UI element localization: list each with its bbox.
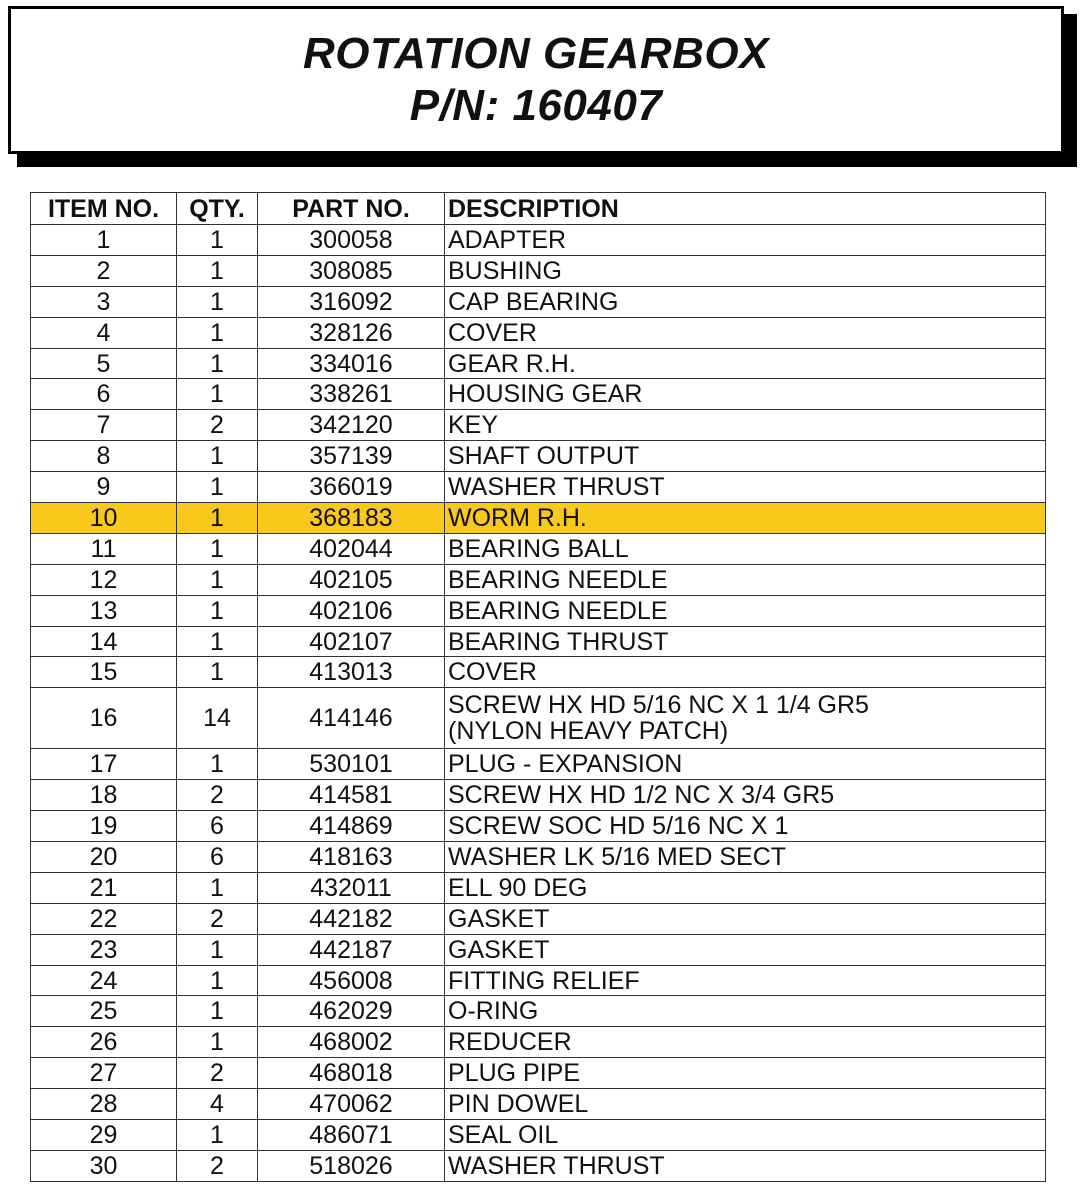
cell-item-no: 17 <box>31 749 177 780</box>
cell-description <box>445 286 1046 317</box>
table-row <box>31 965 1046 996</box>
cell-part-no: 338261 <box>258 379 445 410</box>
description-line: BEARING NEEDLE <box>448 565 668 594</box>
description-line: BUSHING <box>448 256 562 285</box>
header-item-no: ITEM NO. <box>31 193 177 225</box>
cell-description <box>445 255 1046 286</box>
cell-qty: 1 <box>177 934 258 965</box>
description-line: (NYLON HEAVY PATCH) <box>448 717 729 746</box>
cell-part-no: 456008 <box>258 965 445 996</box>
description-line: COVER <box>448 318 537 347</box>
cell-part-no: 462029 <box>258 996 445 1027</box>
cell-part-no: 442182 <box>258 903 445 934</box>
cell-item-no: 2 <box>31 255 177 286</box>
table-row <box>31 1120 1046 1151</box>
table-row <box>31 317 1046 348</box>
cell-qty: 2 <box>177 903 258 934</box>
cell-description <box>445 225 1046 256</box>
description-line: WASHER THRUST <box>448 473 665 502</box>
cell-part-no: 413013 <box>258 657 445 688</box>
table-row <box>31 811 1046 842</box>
cell-item-no: 16 <box>31 688 177 749</box>
cell-part-no: 402044 <box>258 533 445 564</box>
cell-description <box>445 379 1046 410</box>
cell-qty: 1 <box>177 564 258 595</box>
cell-description <box>445 1120 1046 1151</box>
cell-qty: 1 <box>177 626 258 657</box>
description-line: REDUCER <box>448 1028 572 1057</box>
cell-description <box>445 934 1046 965</box>
cell-item-no: 7 <box>31 410 177 441</box>
description-line: HOUSING GEAR <box>448 380 643 409</box>
table-row <box>31 441 1046 472</box>
cell-qty: 2 <box>177 410 258 441</box>
cell-qty: 1 <box>177 533 258 564</box>
description-line: GASKET <box>448 904 550 933</box>
cell-description <box>445 1089 1046 1120</box>
cell-description <box>445 441 1046 472</box>
cell-item-no: 23 <box>31 934 177 965</box>
description-line: GEAR R.H. <box>448 349 576 378</box>
cell-qty: 1 <box>177 1120 258 1151</box>
table-row <box>31 657 1046 688</box>
description-line: CAP BEARING <box>448 287 619 316</box>
cell-item-no: 29 <box>31 1120 177 1151</box>
cell-item-no: 6 <box>31 379 177 410</box>
cell-description <box>445 348 1046 379</box>
cell-description <box>445 842 1046 873</box>
table-row <box>31 780 1046 811</box>
cell-item-no: 26 <box>31 1027 177 1058</box>
cell-part-no: 418163 <box>258 842 445 873</box>
description-line: KEY <box>448 411 499 440</box>
cell-item-no: 10 <box>31 503 177 534</box>
cell-qty: 1 <box>177 996 258 1027</box>
cell-item-no: 14 <box>31 626 177 657</box>
table-row <box>31 842 1046 873</box>
cell-part-no: 402107 <box>258 626 445 657</box>
cell-item-no: 21 <box>31 872 177 903</box>
cell-item-no: 25 <box>31 996 177 1027</box>
table-row <box>31 903 1046 934</box>
cell-item-no: 11 <box>31 533 177 564</box>
cell-qty: 1 <box>177 317 258 348</box>
table-row <box>31 472 1046 503</box>
description-line: SCREW SOC HD 5/16 NC X 1 <box>448 812 789 841</box>
cell-part-no: 300058 <box>258 225 445 256</box>
cell-qty: 1 <box>177 1027 258 1058</box>
table-row <box>31 749 1046 780</box>
description-line: SCREW HX HD 1/2 NC X 3/4 GR5 <box>448 781 835 810</box>
description-line: BEARING BALL <box>448 534 629 563</box>
cell-item-no: 12 <box>31 564 177 595</box>
cell-qty: 1 <box>177 255 258 286</box>
cell-qty: 1 <box>177 441 258 472</box>
table-row <box>31 872 1046 903</box>
description-line: SEAL OIL <box>448 1120 559 1149</box>
table-row <box>31 688 1046 749</box>
table-row <box>31 1027 1046 1058</box>
cell-qty: 1 <box>177 472 258 503</box>
table-row <box>31 348 1046 379</box>
cell-part-no: 342120 <box>258 410 445 441</box>
cell-qty: 1 <box>177 657 258 688</box>
cell-description <box>445 595 1046 626</box>
cell-part-no: 432011 <box>258 872 445 903</box>
cell-qty: 1 <box>177 503 258 534</box>
table-row-highlighted <box>31 503 1046 534</box>
cell-part-no: 442187 <box>258 934 445 965</box>
cell-description <box>445 749 1046 780</box>
cell-item-no: 1 <box>31 225 177 256</box>
description-line: PIN DOWEL <box>448 1090 589 1119</box>
cell-description <box>445 872 1046 903</box>
description-line: WASHER THRUST <box>448 1151 665 1180</box>
description-line: ADAPTER <box>448 225 567 254</box>
cell-description <box>445 1027 1046 1058</box>
cell-part-no: 414869 <box>258 811 445 842</box>
cell-description <box>445 1150 1046 1181</box>
description-line: O-RING <box>448 997 539 1026</box>
cell-description <box>445 688 1046 749</box>
cell-description <box>445 564 1046 595</box>
cell-item-no: 8 <box>31 441 177 472</box>
cell-description <box>445 503 1046 534</box>
cell-item-no: 5 <box>31 348 177 379</box>
table-row <box>31 626 1046 657</box>
description-line: WASHER LK 5/16 MED SECT <box>448 842 787 871</box>
cell-description <box>445 996 1046 1027</box>
table-row <box>31 1089 1046 1120</box>
description-line: COVER <box>448 658 537 687</box>
cell-item-no: 13 <box>31 595 177 626</box>
cell-qty: 6 <box>177 811 258 842</box>
description-line: PLUG PIPE <box>448 1059 580 1088</box>
cell-qty: 2 <box>177 780 258 811</box>
cell-description <box>445 965 1046 996</box>
cell-item-no: 30 <box>31 1150 177 1181</box>
cell-part-no: 414581 <box>258 780 445 811</box>
cell-qty: 1 <box>177 225 258 256</box>
cell-part-no: 414146 <box>258 688 445 749</box>
cell-qty: 14 <box>177 688 258 749</box>
cell-description <box>445 780 1046 811</box>
cell-item-no: 15 <box>31 657 177 688</box>
cell-qty: 1 <box>177 348 258 379</box>
table-row <box>31 533 1046 564</box>
cell-item-no: 22 <box>31 903 177 934</box>
cell-qty: 4 <box>177 1089 258 1120</box>
cell-qty: 1 <box>177 379 258 410</box>
description-line: SHAFT OUTPUT <box>448 442 640 471</box>
cell-item-no: 4 <box>31 317 177 348</box>
cell-qty: 1 <box>177 595 258 626</box>
cell-description <box>445 657 1046 688</box>
cell-item-no: 3 <box>31 286 177 317</box>
cell-qty: 2 <box>177 1058 258 1089</box>
table-row <box>31 379 1046 410</box>
table-row <box>31 1058 1046 1089</box>
table-row <box>31 564 1046 595</box>
cell-item-no: 24 <box>31 965 177 996</box>
cell-item-no: 18 <box>31 780 177 811</box>
description-line: WORM R.H. <box>448 503 587 532</box>
cell-part-no: 366019 <box>258 472 445 503</box>
cell-part-no: 368183 <box>258 503 445 534</box>
cell-part-no: 308085 <box>258 255 445 286</box>
cell-part-no: 530101 <box>258 749 445 780</box>
cell-qty: 1 <box>177 749 258 780</box>
cell-qty: 6 <box>177 842 258 873</box>
description-line: SCREW HX HD 5/16 NC X 1 1/4 GR5 <box>448 691 869 720</box>
cell-part-no: 486071 <box>258 1120 445 1151</box>
table-row <box>31 255 1046 286</box>
cell-item-no: 27 <box>31 1058 177 1089</box>
table-row <box>31 225 1046 256</box>
cell-description <box>445 533 1046 564</box>
table-header-row <box>31 193 1046 225</box>
description-line: ELL 90 DEG <box>448 873 588 902</box>
parts-list-table <box>30 192 1046 1182</box>
cell-part-no: 468018 <box>258 1058 445 1089</box>
cell-part-no: 402106 <box>258 595 445 626</box>
cell-item-no: 28 <box>31 1089 177 1120</box>
cell-part-no: 518026 <box>258 1150 445 1181</box>
cell-item-no: 19 <box>31 811 177 842</box>
cell-part-no: 357139 <box>258 441 445 472</box>
cell-description <box>445 903 1046 934</box>
header-qty: QTY. <box>177 193 258 225</box>
description-line: BEARING THRUST <box>448 627 669 656</box>
cell-description <box>445 1058 1046 1089</box>
cell-part-no: 328126 <box>258 317 445 348</box>
cell-item-no: 20 <box>31 842 177 873</box>
header-description: DESCRIPTION <box>445 193 1046 225</box>
cell-description <box>445 410 1046 441</box>
table-row <box>31 410 1046 441</box>
description-line: GASKET <box>448 935 550 964</box>
cell-qty: 1 <box>177 286 258 317</box>
cell-part-no: 470062 <box>258 1089 445 1120</box>
title-block <box>8 6 1064 154</box>
part-number-title: P/N: 160407 <box>409 81 663 130</box>
cell-qty: 1 <box>177 965 258 996</box>
description-line: FITTING RELIEF <box>448 966 640 995</box>
header-part-no: PART NO. <box>258 193 445 225</box>
cell-description <box>445 626 1046 657</box>
table-row <box>31 595 1046 626</box>
cell-part-no: 316092 <box>258 286 445 317</box>
description-line: BEARING NEEDLE <box>448 596 668 625</box>
cell-description <box>445 317 1046 348</box>
table-row <box>31 996 1046 1027</box>
cell-description <box>445 472 1046 503</box>
cell-part-no: 468002 <box>258 1027 445 1058</box>
parts-table-body <box>31 225 1046 1182</box>
cell-qty: 1 <box>177 872 258 903</box>
table-row <box>31 934 1046 965</box>
table-row <box>31 1150 1046 1181</box>
table-row <box>31 286 1046 317</box>
cell-description <box>445 811 1046 842</box>
document-title: ROTATION GEARBOX <box>303 29 769 78</box>
cell-part-no: 334016 <box>258 348 445 379</box>
description-line: PLUG - EXPANSION <box>448 750 683 779</box>
cell-qty: 2 <box>177 1150 258 1181</box>
cell-part-no: 402105 <box>258 564 445 595</box>
cell-item-no: 9 <box>31 472 177 503</box>
